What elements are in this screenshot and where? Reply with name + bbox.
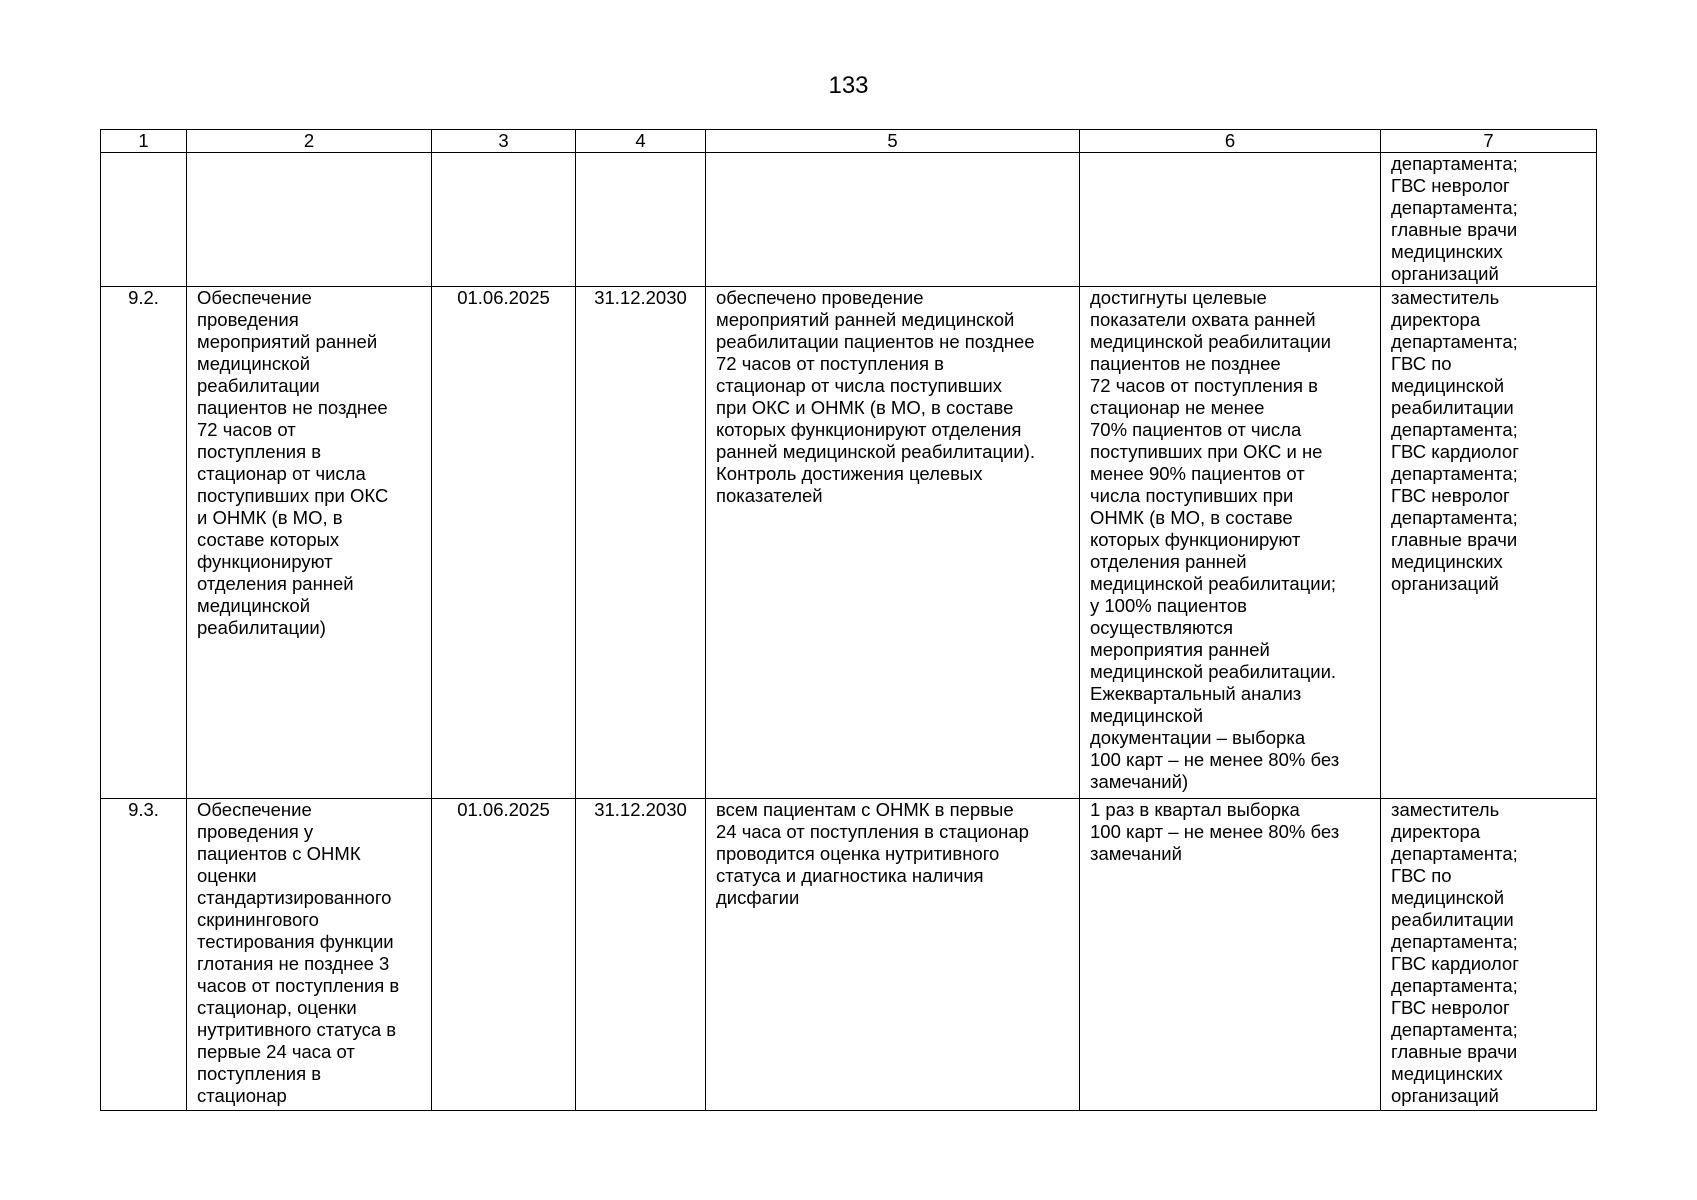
indicator-cell: достигнуты целевые показатели охвата ранней медицинской реабилитации пациентов не позднее 72 часов от поступления в стационар не менее 70% пациентов от числа поступивших при ОКС и не менее 90% пациентов от числа поступивших при ОНМК (в МО, в составе которых функционируют отделения ранней медицинской реабилитации; у 100% пациентов осуществляются мероприятия ранней медицинской реабилитации. Ежеквартальный анализ медицинской документации – выборка 100 карт – не менее 80% без замечаний) bbox=[1080, 287, 1381, 799]
column-header-5: 5 bbox=[706, 130, 1080, 153]
activity-cell: Обеспечение проведения мероприятий ранней медицинской реабилитации пациентов не позднее 72 часов от поступления в стационар от числа поступивших при ОКС и ОНМК (в МО, в составе которых функционируют отделения ранней медицинской реабилитации) bbox=[187, 287, 432, 799]
activity-cell bbox=[187, 153, 432, 287]
header-row bbox=[101, 130, 1597, 153]
activity-cell: Обеспечение проведения у пациентов с ОНМК оценки стандартизированного скринингового тестирования функции глотания не позднее 3 часов от поступления в стационар, оценки нутритивного статуса в первые 24 часа от поступления в стационар bbox=[187, 799, 432, 1111]
column-header-1: 1 bbox=[101, 130, 187, 153]
start-date-cell bbox=[432, 153, 576, 287]
responsible-cell: заместитель директора департамента; ГВС по медицинской реабилитации департамента; ГВС кардиолог департамента; ГВС невролог департамента; главные врачи медицинских организаций bbox=[1381, 287, 1597, 799]
indicator-cell bbox=[1080, 153, 1381, 287]
row-number-cell bbox=[101, 153, 187, 287]
measures-table bbox=[100, 129, 1597, 1111]
end-date-cell: 31.12.2030 bbox=[576, 799, 706, 1111]
table-row bbox=[101, 153, 1597, 287]
row-number-cell: 9.2. bbox=[101, 287, 187, 799]
page-number: 133 bbox=[828, 72, 869, 99]
column-header-7: 7 bbox=[1381, 130, 1597, 153]
responsible-cell: заместитель директора департамента; ГВС по медицинской реабилитации департамента; ГВС кардиолог департамента; ГВС невролог департамента; главные врачи медицинских организаций bbox=[1381, 799, 1597, 1111]
table-row bbox=[101, 287, 1597, 799]
responsible-cell: департамента; ГВС невролог департамента; главные врачи медицинских организаций bbox=[1381, 153, 1597, 287]
result-cell: всем пациентам с ОНМК в первые 24 часа от поступления в стационар проводится оценка нутритивного статуса и диагностика наличия дисфагии bbox=[706, 799, 1080, 1111]
column-header-3: 3 bbox=[432, 130, 576, 153]
indicator-cell: 1 раз в квартал выборка 100 карт – не менее 80% без замечаний bbox=[1080, 799, 1381, 1111]
table-row bbox=[101, 799, 1597, 1111]
end-date-cell: 31.12.2030 bbox=[576, 287, 706, 799]
column-header-4: 4 bbox=[576, 130, 706, 153]
column-header-2: 2 bbox=[187, 130, 432, 153]
result-cell bbox=[706, 153, 1080, 287]
result-cell: обеспечено проведение мероприятий ранней медицинской реабилитации пациентов не позднее 72 часов от поступления в стационар от числа поступивших при ОКС и ОНМК (в МО, в составе которых функционируют отделения ранней медицинской реабилитации). Контроль достижения целевых показателей bbox=[706, 287, 1080, 799]
column-header-6: 6 bbox=[1080, 130, 1381, 153]
row-number-cell: 9.3. bbox=[101, 799, 187, 1111]
start-date-cell: 01.06.2025 bbox=[432, 287, 576, 799]
end-date-cell bbox=[576, 153, 706, 287]
start-date-cell: 01.06.2025 bbox=[432, 799, 576, 1111]
